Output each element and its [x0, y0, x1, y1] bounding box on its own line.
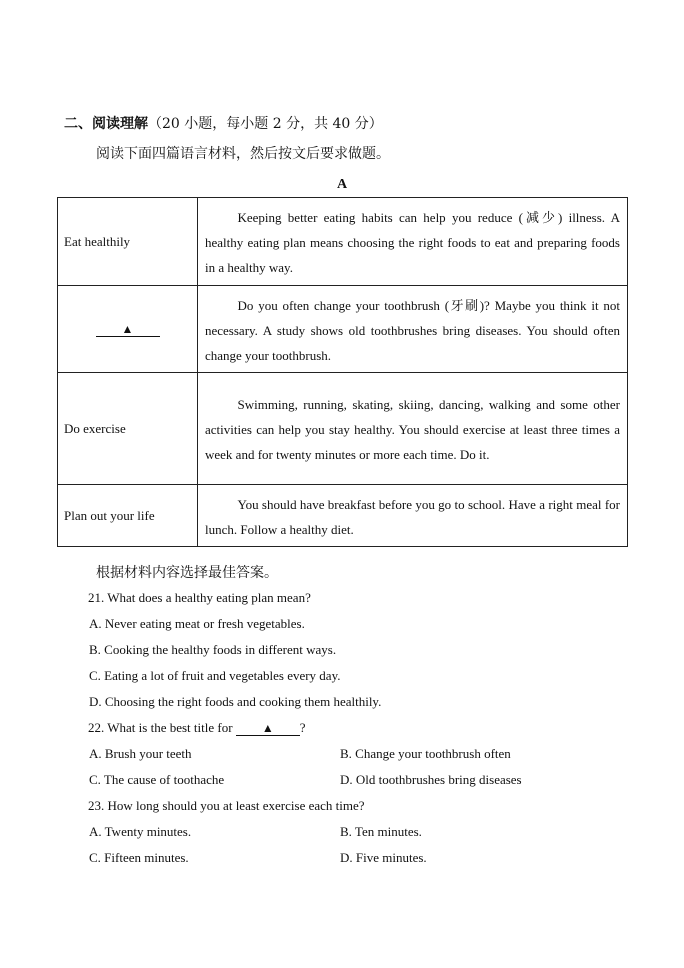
passage-table — [57, 197, 628, 547]
question-option: D. Choosing the right foods and cooking them healthily. — [89, 694, 382, 709]
passage-label: A — [336, 177, 348, 192]
table-row — [58, 485, 628, 547]
section-heading — [64, 113, 383, 133]
question-option: A. Never eating meat or fresh vegetables. — [89, 616, 305, 631]
row-topic: Eat healthily — [58, 198, 198, 286]
table-row — [58, 198, 628, 286]
question-option: B. Cooking the healthy foods in different ways. — [89, 642, 337, 657]
question-option: D. Old toothbrushes bring diseases — [340, 772, 522, 787]
title-blank: ▲ — [96, 322, 160, 337]
option-row — [89, 741, 649, 767]
question-stem-end: ? — [299, 720, 306, 735]
question-option: A. Twenty minutes. — [89, 824, 192, 839]
question-option: C. Fifteen minutes. — [89, 850, 189, 865]
question-stem-text: 22. What is the best title for — [88, 720, 233, 735]
question-option: B. Change your toothbrush often — [340, 746, 511, 761]
question-option: A. Brush your teeth — [89, 746, 192, 761]
question-stem — [88, 715, 649, 741]
row-content: Swimming, running, skating, skiing, dancing, walking and some other activities can help you stay healthy. You should exercise at least three times a week and for twenty minutes or more each time. Do it. — [198, 373, 628, 485]
section-title-main: 二、阅读理解 — [64, 116, 148, 132]
option-row — [89, 819, 649, 845]
option-row — [89, 845, 649, 871]
section-title-note: （20 小题，每小题 2 分，共 40 分） — [148, 116, 383, 132]
table-row — [58, 286, 628, 373]
row-topic-blank — [58, 286, 198, 373]
row-content: You should have breakfast before you go to school. Have a right meal for lunch. Follow a healthy diet. — [198, 485, 628, 547]
row-topic: Do exercise — [58, 373, 198, 485]
questions-instruction: 根据材料内容选择最佳答案。 — [96, 565, 278, 581]
row-content: Do you often change your toothbrush (牙刷)? Maybe you think it not necessary. A study shows old toothbrushes bring diseases. You should often change your toothbrush. — [198, 286, 628, 373]
question-option: B. Ten minutes. — [340, 824, 422, 839]
questions-block — [89, 585, 649, 871]
question-blank: ▲ — [236, 721, 300, 736]
question-option: C. Eating a lot of fruit and vegetables every day. — [89, 668, 341, 683]
table-row — [58, 373, 628, 485]
question-stem: 21. What does a healthy eating plan mean? — [88, 590, 311, 605]
question-stem: 23. How long should you at least exercise each time? — [88, 798, 365, 813]
option-row — [89, 767, 649, 793]
question-option: C. The cause of toothache — [89, 772, 225, 787]
row-topic: Plan out your life — [58, 485, 198, 547]
row-content: Keeping better eating habits can help you reduce (减少) illness. A healthy eating plan means choosing the right foods to eat and preparing foods in a healthy way. — [198, 198, 628, 286]
question-option: D. Five minutes. — [340, 850, 427, 865]
section-instruction: 阅读下面四篇语言材料，然后按文后要求做题。 — [96, 146, 390, 162]
